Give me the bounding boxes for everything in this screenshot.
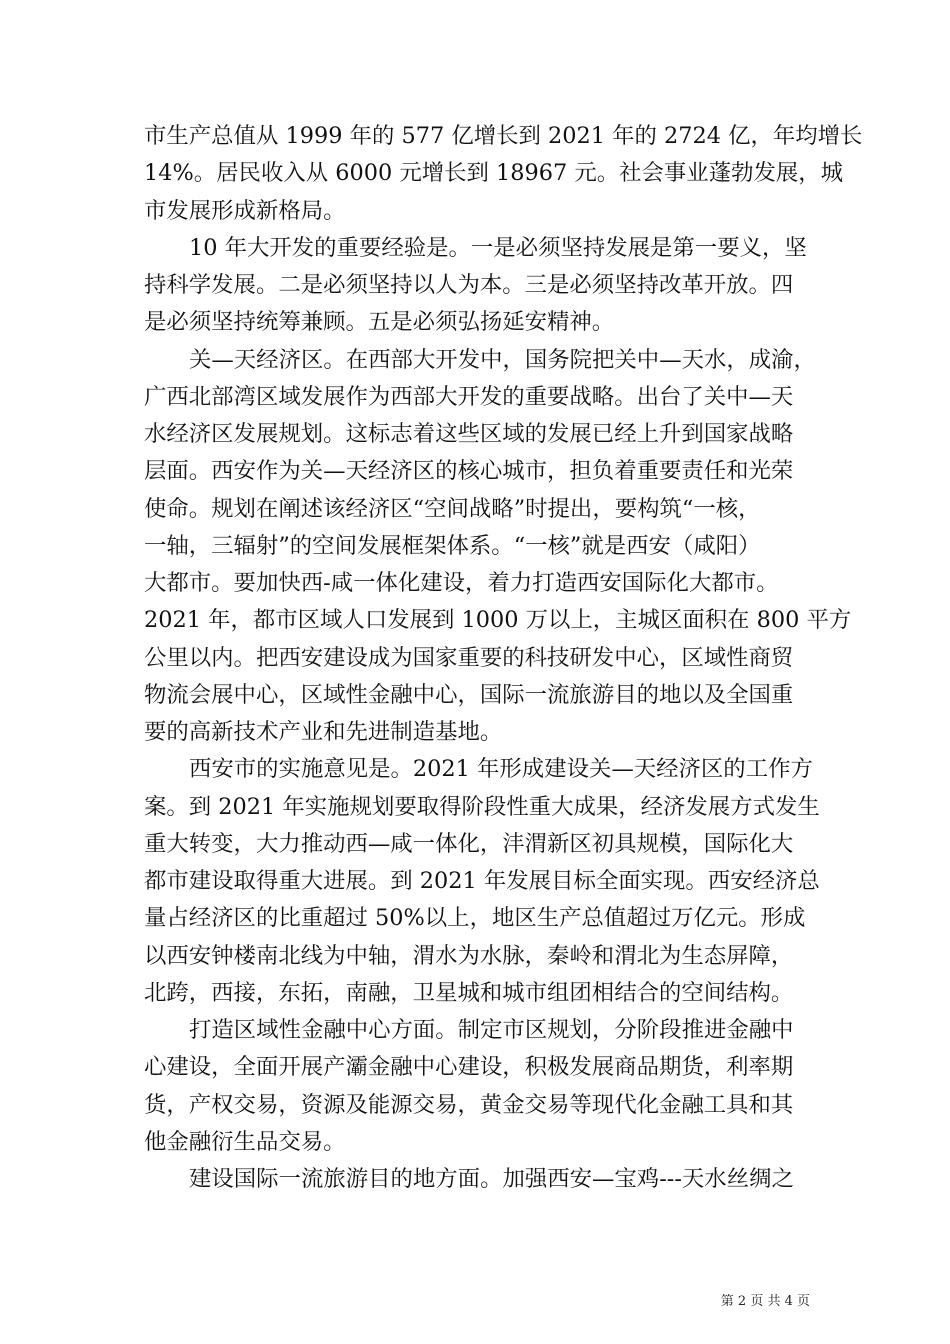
page-number-footer: 第 2 页 共 4 页 bbox=[720, 1294, 810, 1309]
text-line-5: 持科学发展。二是必须坚持以人为本。三是必须坚持改革开放。四 bbox=[144, 272, 794, 298]
text-line-3: 市发展形成新格局。 bbox=[144, 197, 346, 224]
text-line-23: 以西安钟楼南北线为中轴，渭水为水脉，秦岭和渭北为生态屏障， bbox=[144, 942, 794, 969]
text-line-4: 10 年大开发的重要经验是。一是必须坚持发展是第一要义，坚 bbox=[189, 234, 807, 261]
text-line-15: 公里以内。把西安建设成为国家重要的科技研发中心，区域性商贸 bbox=[144, 644, 794, 671]
text-line-2: 14%。居民收入从 6000 元增长到 18967 元。社会事业蓬勃发展，城 bbox=[144, 160, 844, 187]
text-line-26: 心建设，全面开展产灞金融中心建设，积极发展商品期货，利率期 bbox=[144, 1054, 794, 1081]
text-line-24: 北跨，西接，东拓，南融，卫星城和城市组团相结合的空间结构。 bbox=[144, 979, 794, 1006]
body-text bbox=[144, 118, 863, 1198]
text-line-29: 建设国际一流旅游目的地方面。加强西安—宝鸡---天水丝绸之 bbox=[189, 1166, 794, 1192]
text-line-21: 都市建设取得重大进展。到 2021 年发展目标全面实现。西安经济总 bbox=[144, 868, 820, 894]
text-line-1: 市生产总值从 1999 年的 577 亿增长到 2021 年的 2724 亿，年均增长 bbox=[144, 123, 863, 149]
text-line-22: 量占经济区的比重超过 50%以上，地区生产总值超过万亿元。形成 bbox=[144, 905, 806, 932]
text-line-19: 案。到 2021 年实施规划要取得阶段性重大成果，经济发展方式发生 bbox=[144, 793, 820, 820]
text-line-28: 他金融衍生品交易。 bbox=[144, 1128, 346, 1155]
text-line-11: 使命。规划在阐述该经济区“空间战略”时提出，要构筑“一核， bbox=[144, 495, 761, 522]
text-line-8: 广西北部湾区域发展作为西部大开发的重要战略。出台了关中—天 bbox=[144, 383, 794, 410]
text-line-20: 重大转变，大力推动西—咸一体化，沣渭新区初具规模，国际化大 bbox=[144, 830, 794, 857]
text-line-17: 要的高新技术产业和先进制造基地。 bbox=[144, 719, 503, 745]
text-line-9: 水经济区发展规划。这标志着这些区域的发展已经上升到国家战略 bbox=[144, 421, 794, 447]
text-line-10: 层面。西安作为关—天经济区的核心城市，担负着重要责任和光荣 bbox=[144, 458, 794, 485]
text-line-6: 是必须坚持统筹兼顾。五是必须弘扬延安精神。 bbox=[144, 309, 615, 336]
text-line-18: 西安市的实施意见是。2021 年形成建设关—天经济区的工作方 bbox=[189, 756, 813, 783]
text-line-27: 货，产权交易，资源及能源交易，黄金交易等现代化金融工具和其 bbox=[144, 1091, 794, 1118]
text-line-7: 关—天经济区。在西部大开发中，国务院把关中—天水，成渝， bbox=[189, 346, 816, 373]
text-line-14: 2021 年，都市区域人口发展到 1000 万以上，主城区面积在 800 平方 bbox=[144, 607, 852, 634]
text-line-12: 一轴，三辐射”的空间发展框架体系。“一核”就是西安（咸阳） bbox=[144, 532, 761, 559]
text-line-25: 打造区域性金融中心方面。制定市区规划，分阶段推进金融中 bbox=[189, 1017, 794, 1043]
text-line-13: 大都市。要加快西-咸一体化建设，着力打造西安国际化大都市。 bbox=[144, 570, 779, 596]
text-line-16: 物流会展中心，区域性金融中心，国际一流旅游目的地以及全国重 bbox=[144, 681, 794, 708]
